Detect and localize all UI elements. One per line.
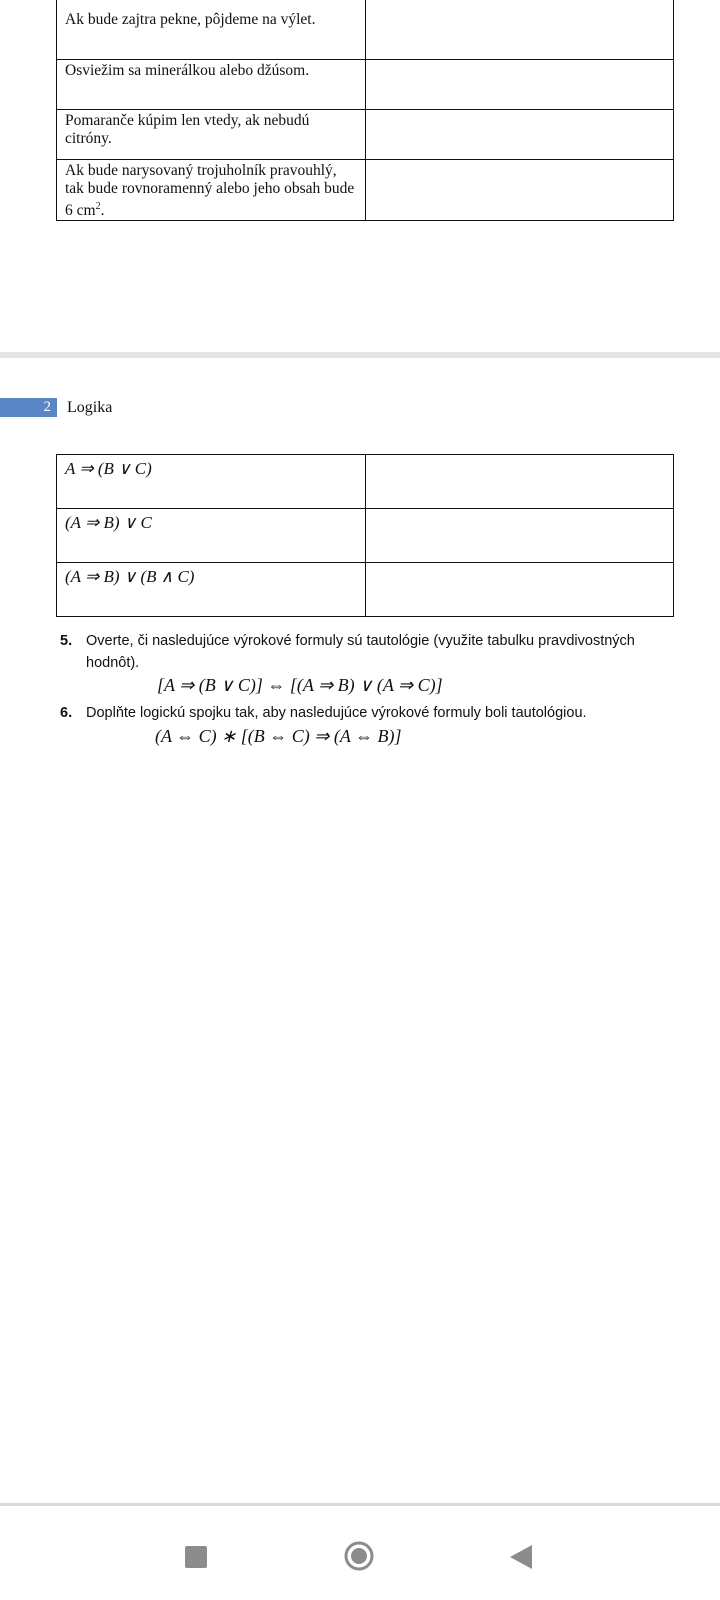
answer-cell[interactable] — [366, 110, 674, 160]
answer-cell[interactable] — [366, 0, 674, 60]
answer-cell[interactable] — [366, 563, 674, 617]
task-6 — [60, 702, 680, 724]
task-text-continued: hodnôt). — [86, 655, 140, 671]
statements-table — [56, 0, 674, 221]
table-row — [57, 509, 674, 563]
task-text: Doplňte logickú spojku tak, aby nasledujúce výrokové formuly boli tautológiou. — [86, 705, 587, 721]
answer-cell[interactable] — [366, 60, 674, 110]
formula-cell: A ⇒ (B ∨ C) — [57, 455, 366, 509]
task-5 — [60, 630, 680, 674]
table-row — [57, 0, 674, 60]
formula-cell: (A ⇒ B) ∨ C — [57, 509, 366, 563]
statement-cell: Ak bude narysovaný trojuholník pravouhlý, tak bude rovnoramenný alebo jeho obsah bude 6 $cm^2$. — [57, 160, 366, 221]
statement-cell: Ak bude zajtra pekne, pôjdeme na výlet. — [57, 0, 366, 60]
task-6-formula: (A ⇔ C) ∗ [(B ⇔ C) ⇒ (A ⇔ B)] — [155, 726, 402, 746]
table-row — [57, 110, 674, 160]
answer-cell[interactable] — [366, 509, 674, 563]
page-separator — [0, 352, 720, 358]
home-icon[interactable] — [344, 1541, 374, 1571]
page-number-badge: 2 — [0, 398, 57, 417]
task-number: 5. — [60, 633, 73, 649]
table-row — [57, 563, 674, 617]
formulas-table — [56, 454, 674, 617]
task-text: Overte, či nasledujúce výrokové formuly sú tautológie (využite tabulku pravdivostných — [86, 633, 635, 649]
formula-cell: (A ⇒ B) ∨ (B ∧ C) — [57, 563, 366, 617]
answer-cell[interactable] — [366, 160, 674, 221]
table-row — [57, 60, 674, 110]
recent-apps-icon[interactable] — [185, 1546, 207, 1568]
table-row — [57, 455, 674, 509]
task-number: 6. — [60, 705, 73, 721]
back-icon[interactable] — [508, 1543, 534, 1571]
table-row — [57, 160, 674, 221]
answer-cell[interactable] — [366, 455, 674, 509]
statement-cell: Pomaranče kúpim len vtedy, ak nebudú citróny. — [57, 110, 366, 160]
page-header-title: Logika — [67, 399, 113, 416]
statement-cell: Osviežim sa minerálkou alebo džúsom. — [57, 60, 366, 110]
task-5-formula: [A ⇒ (B ∨ C)] ⇔ [(A ⇒ B) ∨ (A ⇒ C)] — [157, 675, 443, 695]
